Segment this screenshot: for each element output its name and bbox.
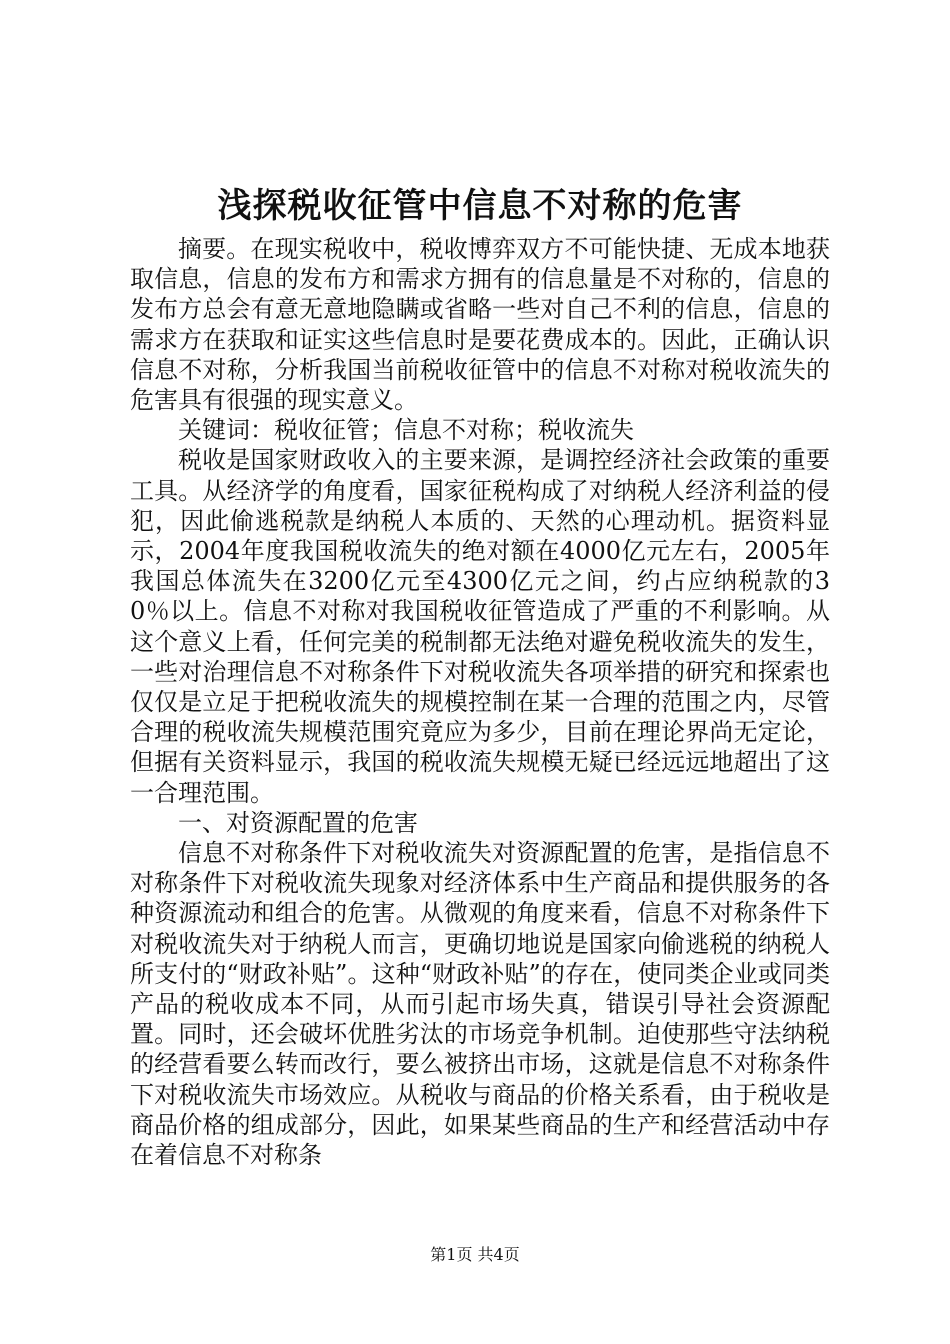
document-title: 浅探税收征管中信息不对称的危害 [217,186,743,226]
document-page [130,180,830,1170]
abstract-paragraph: 摘要。在现实税收中，税收博弈双方不可能快捷、无成本地获取信息，信息的发布方和需求方拥有的信息量是不对称的，信息的发布方总会有意无意地隐瞒或省略一些对自己不利的信息，信息的需求方在获取和证实这些信息时是要花费成本的。因此，正确认识信息不对称，分析我国当前税收征管中的信息不对称对税收流失的危害具有很强的现实意义。 [130,235,830,415]
page-number-footer: 第1页 共4页 [430,1245,520,1264]
keywords-line: 关键词：税收征管；信息不对称；税收流失 [178,416,634,445]
section-heading-resource-allocation: 一、对资源配置的危害 [178,808,418,837]
intro-paragraph: 税收是国家财政收入的主要来源，是调控经济社会政策的重要工具。从经济学的角度看，国家征税构成了对纳税人经济利益的侵犯，因此偷逃税款是纳税人本质的、天然的心理动机。据资料显示，2004年度我国税收流失的绝对额在4000亿元左右，2005年我国总体流失在3200亿元至4300亿元之间，约占应纳税款的30％以上。信息不对称对我国税收征管造成了严重的不利影响。从这个意义上看，任何完美的税制都无法绝对避免税收流失的发生，一些对治理信息不对称条件下对税收流失各项举措的研究和探索也仅仅是立足于把税收流失的规模控制在某一合理的范围之内，尽管合理的税收流失规模范围究竟应为多少，目前在理论界尚无定论，但据有关资料显示，我国的税收流失规模无疑已经远远地超出了这一合理范围。 [130,446,830,807]
section-body-resource-allocation: 信息不对称条件下对税收流失对资源配置的危害，是指信息不对称条件下对税收流失现象对经济体系中生产商品和提供服务的各种资源流动和组合的危害。从微观的角度来看，信息不对称条件下对税收流失对于纳税人而言，更确切地说是国家向偷逃税的纳税人所支付的“财政补贴”。这种“财政补贴”的存在，使同类企业或同类产品的税收成本不同，从而引起市场失真，错误引导社会资源配置。同时，还会破坏优胜劣汰的市场竞争机制。迫使那些守法纳税的经营看要么转而改行，要么被挤出市场，这就是信息不对称条件下对税收流失市场效应。从税收与商品的价格关系看，由于税收是商品价格的组成部分，因此，如果某些商品的生产和经营活动中存在着信息不对称条 [130,839,830,1170]
